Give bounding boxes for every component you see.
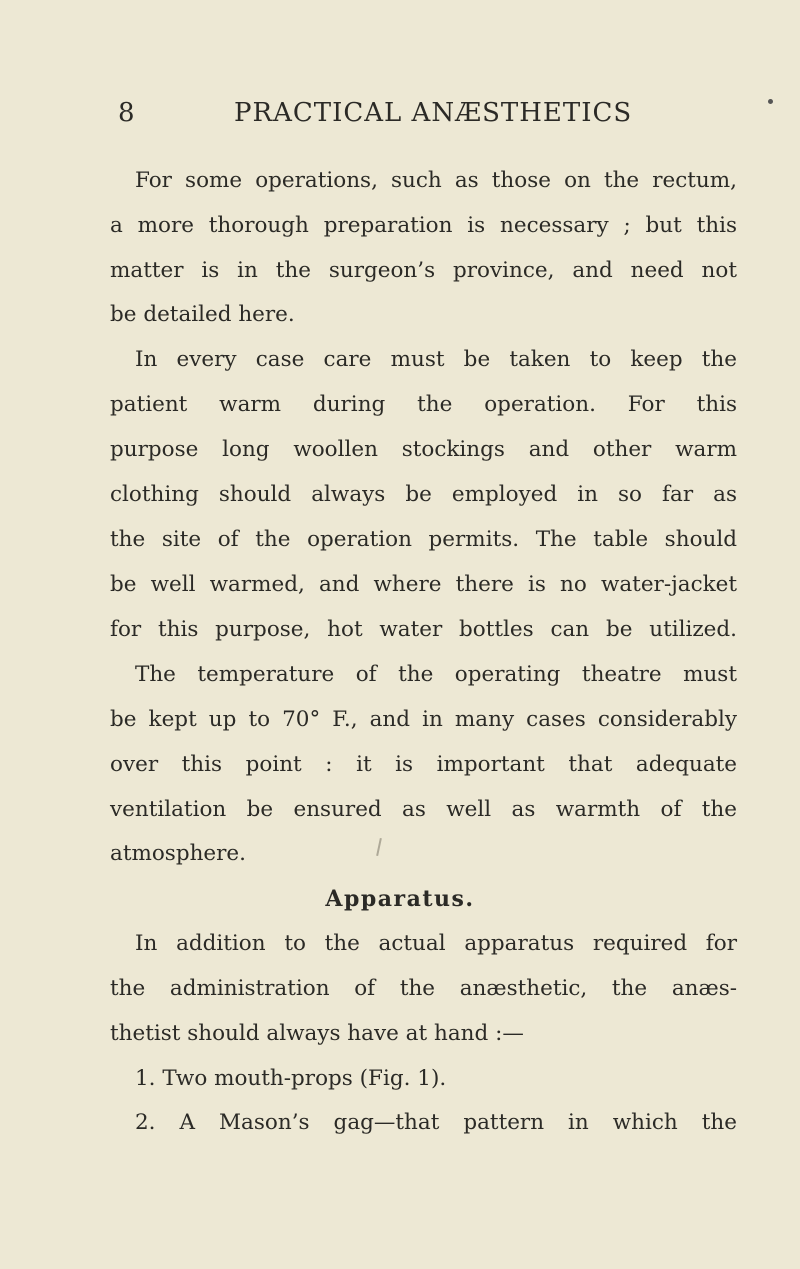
text-line: over this point : it is important that adequate (110, 752, 737, 777)
text-line: matter is in the surgeon’s province, and need not (110, 258, 737, 283)
text-line: for this purpose, hot water bottles can be utilized. (110, 617, 737, 642)
text-line: be kept up to 70° F., and in many cases considerably (110, 707, 737, 732)
running-head (118, 98, 736, 138)
list-item: 1. Two mouth-props (Fig. 1). (135, 1066, 447, 1091)
text-line: the administration of the anæsthetic, the anæs- (110, 976, 737, 1001)
text-line: be detailed here. (110, 302, 295, 327)
text-line: clothing should always be employed in so far as (110, 482, 737, 507)
text-line: For some operations, such as those on the rectum, (135, 168, 737, 193)
text-line: purpose long woollen stockings and other warm (110, 437, 737, 462)
text-line: the site of the operation permits. The table should (110, 527, 737, 552)
ink-dot (768, 99, 773, 104)
text-line: be well warmed, and where there is no water-jacket (110, 572, 737, 597)
running-title: PRACTICAL ANÆSTHETICS (234, 98, 633, 128)
text-line: The temperature of the operating theatre must (135, 662, 737, 687)
text-line: patient warm during the operation. For this (110, 392, 737, 417)
text-line: thetist should always have at hand :— (110, 1021, 524, 1046)
text-line: a more thorough preparation is necessary ; but this (110, 213, 737, 238)
page-number: 8 (118, 98, 136, 128)
text-line: In every case care must be taken to keep the (135, 347, 737, 372)
text-line: In addition to the actual apparatus required for (135, 931, 737, 956)
text-line: atmosphere. (110, 841, 246, 866)
text-line: ventilation be ensured as well as warmth of the (110, 797, 737, 822)
list-item: 2. A Mason’s gag—that pattern in which the (135, 1110, 737, 1135)
section-heading: Apparatus. (325, 886, 475, 912)
